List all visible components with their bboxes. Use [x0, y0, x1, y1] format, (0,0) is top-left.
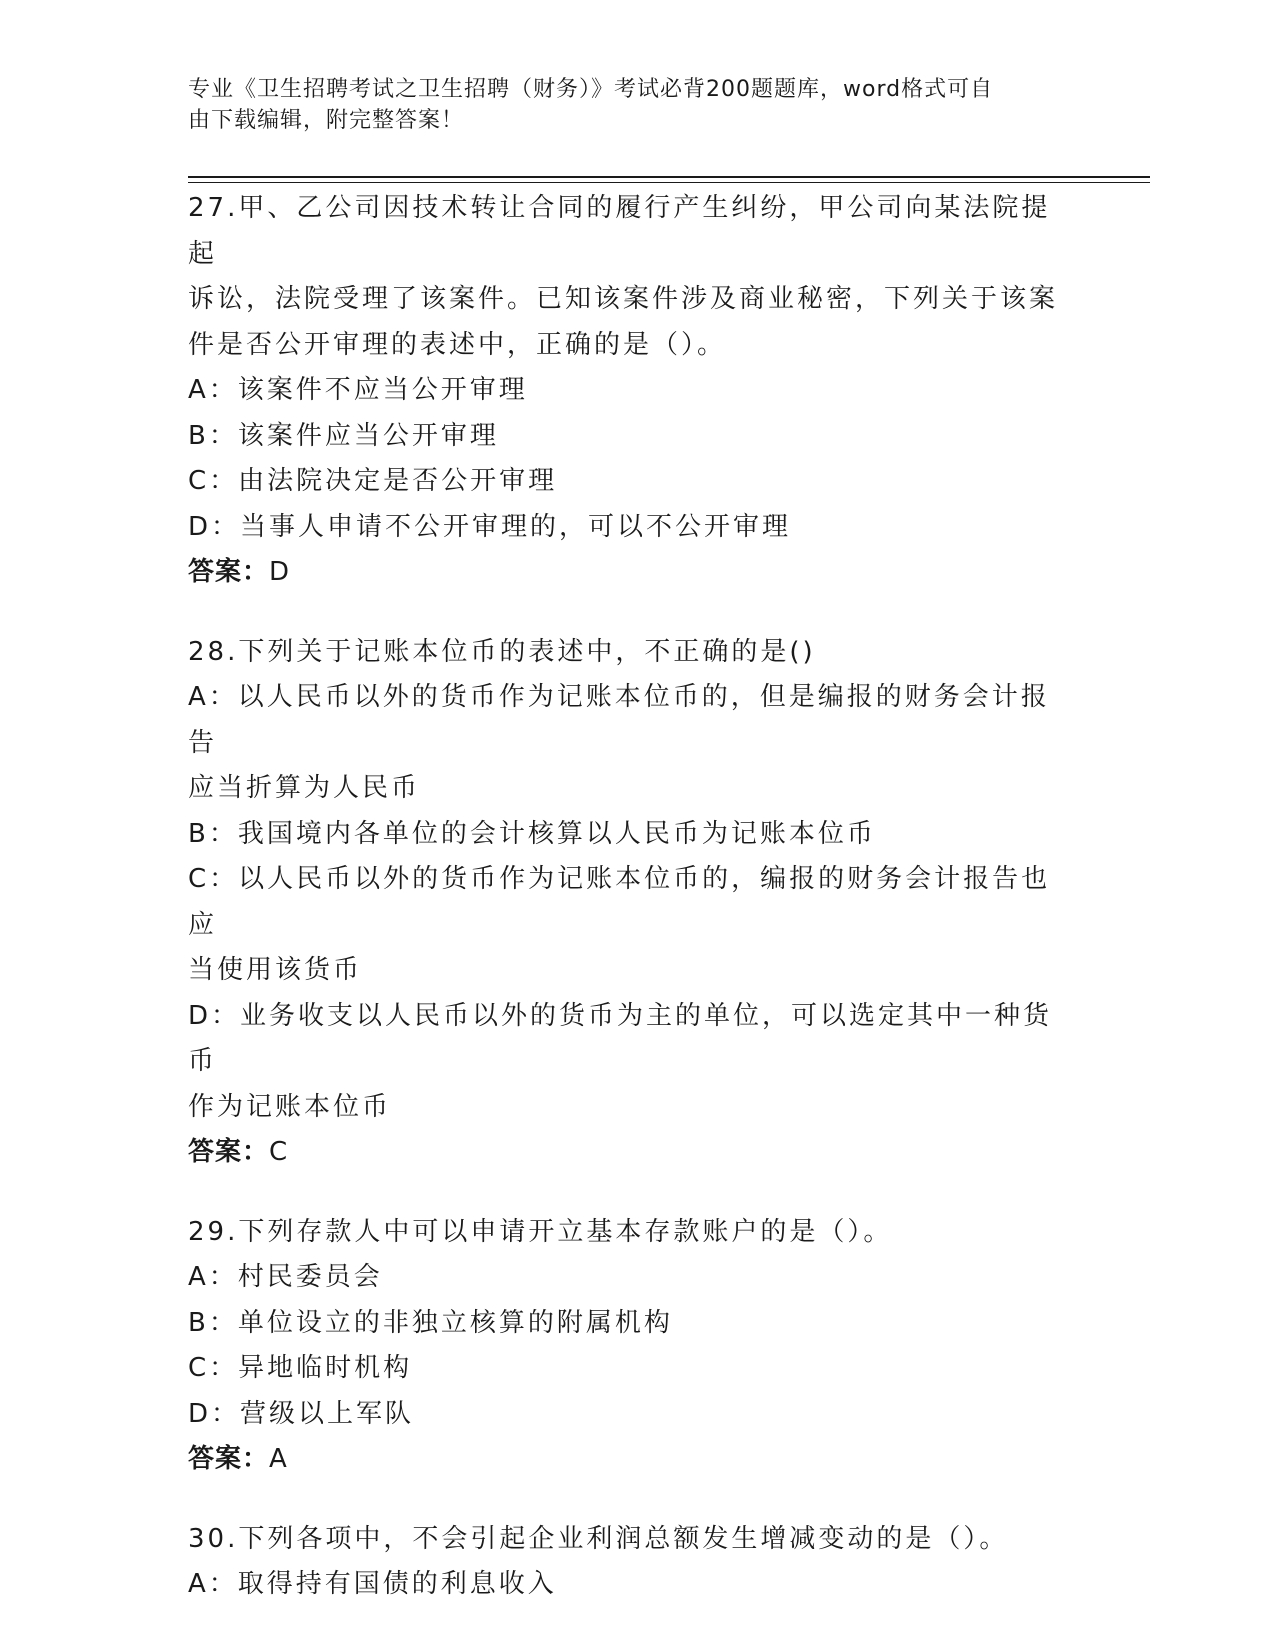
- answer-line: [188, 550, 1078, 596]
- question-block: [188, 186, 1078, 596]
- answer-line: [188, 1437, 1078, 1483]
- option-line: C：异地临时机构: [188, 1353, 413, 1383]
- header-line-2: 由下载编辑，附完整答案！: [188, 108, 465, 133]
- question-stem-line: 30.下列各项中，不会引起企业利润总额发生增减变动的是（）。: [188, 1523, 1009, 1554]
- question-block: [188, 1210, 1078, 1483]
- option-line: B：我国境内各单位的会计核算以人民币为记账本位币: [188, 818, 876, 849]
- header-divider-thin: [188, 182, 1150, 183]
- question-stem-line: 件是否公开审理的表述中，正确的是（）。: [188, 329, 727, 360]
- header-line-1: 专业《卫生招聘考试之卫生招聘（财务）》考试必背200题题库，word格式可自: [188, 77, 994, 102]
- option-line: B：单位设立的非独立核算的附属机构: [188, 1307, 673, 1338]
- header-divider-thick: [188, 176, 1150, 178]
- option-line: 当使用该货币: [188, 955, 363, 985]
- answer-label: 答案：: [188, 1137, 270, 1167]
- document-header: [188, 74, 1068, 136]
- question-block: [188, 630, 1078, 1176]
- answer-label: 答案：: [188, 1444, 270, 1474]
- option-line: 作为记账本位币: [188, 1091, 392, 1122]
- option-line: D：业务收支以人民币以外的货币为主的单位，可以选定其中一种货币: [188, 1000, 1053, 1076]
- answer-value: A: [269, 1444, 288, 1474]
- option-line: D：营级以上军队: [188, 1398, 415, 1429]
- question-block: [188, 1517, 1078, 1608]
- option-line: A：取得持有国债的利息收入: [188, 1569, 557, 1599]
- question-stem-line: 27.甲、乙公司因技术转让合同的履行产生纠纷，甲公司向某法院提起: [188, 193, 1051, 269]
- answer-label: 答案：: [188, 557, 270, 587]
- question-stem-line: 29.下列存款人中可以申请开立基本存款账户的是（）。: [188, 1216, 893, 1247]
- answer-value: D: [269, 557, 291, 587]
- question-list: [188, 186, 1078, 1642]
- option-line: C：以人民币以外的货币作为记账本位币的，编报的财务会计报告也应: [188, 864, 1051, 940]
- answer-value: C: [269, 1137, 289, 1167]
- answer-line: [188, 1130, 1078, 1176]
- option-line: B：该案件应当公开审理: [188, 420, 499, 451]
- option-line: 应当折算为人民币: [188, 773, 421, 803]
- question-stem-line: 28.下列关于记账本位币的表述中，不正确的是(): [188, 636, 816, 667]
- option-line: A：该案件不应当公开审理: [188, 375, 528, 405]
- option-line: A：村民委员会: [188, 1262, 383, 1292]
- option-line: C：由法院决定是否公开审理: [188, 466, 558, 496]
- option-line: A：以人民币以外的货币作为记账本位币的，但是编报的财务会计报告: [188, 682, 1050, 758]
- option-line: D：当事人申请不公开审理的，可以不公开审理: [188, 511, 792, 542]
- question-stem-line: 诉讼，法院受理了该案件。已知该案件涉及商业秘密，下列关于该案: [188, 284, 1059, 314]
